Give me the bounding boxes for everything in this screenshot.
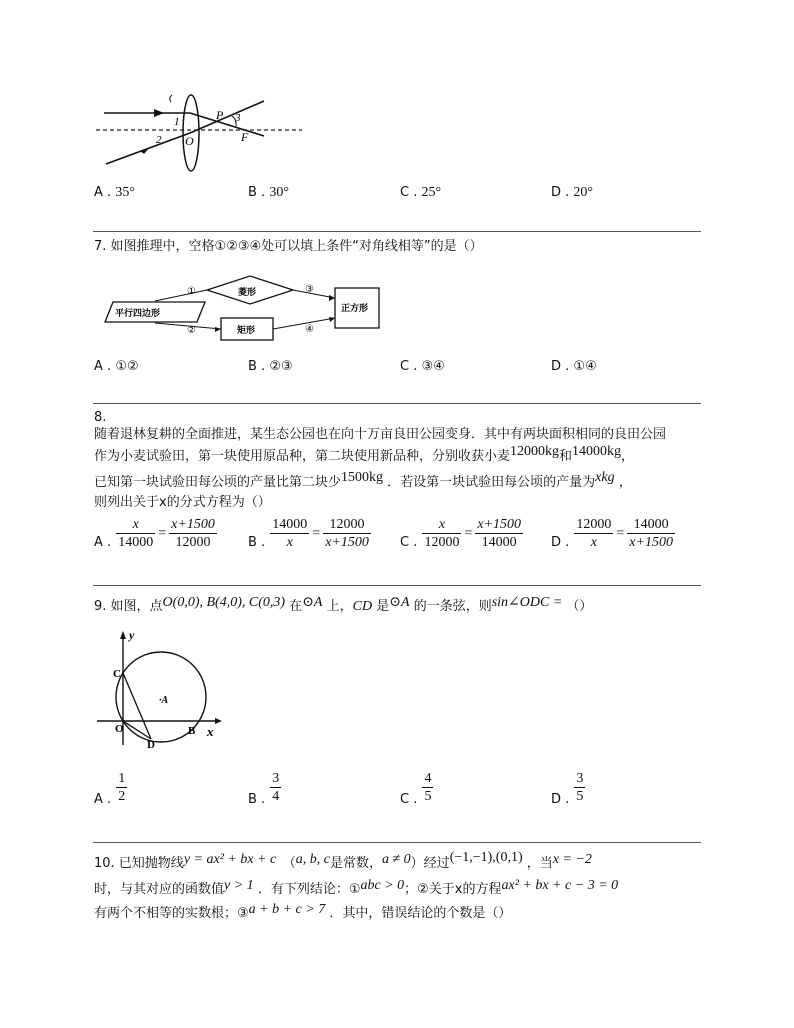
circle-4: ④ [305,324,314,335]
q8-option-c[interactable]: $_{C .}$ $\frac{x}{12000}$ = $\frac{x+1500}{14000}$ [400,517,522,550]
q7-option-d[interactable]: D . ①④ [551,359,597,374]
option-letter: D [551,185,562,200]
q6-option-d[interactable]: D . 20° [551,185,594,200]
text: ）经过 [410,856,450,871]
option-letter: C [400,534,410,550]
divider [93,842,701,843]
reasoning-diagram [95,270,395,350]
q8-line-3 [94,470,632,492]
numerator: 12000 [576,517,612,532]
fraction [422,770,433,805]
label-2: 2 [156,134,162,146]
circle-2: ② [187,325,196,336]
option-letter: B [248,185,257,200]
label-3: 3 [235,112,241,124]
text: 是常数， [329,856,382,871]
denominator: 5 [424,789,432,804]
denominator: x [286,535,293,550]
math: xkg [595,470,615,485]
text: （ [289,856,296,871]
fraction [270,770,281,805]
option-letter: C [400,185,410,200]
fraction [116,770,127,805]
option-letter: C [400,359,410,374]
fraction [475,516,523,551]
denominator: 12000 [169,533,217,551]
text: 10. 已知抛物线 [94,856,184,871]
denominator: 12000 [424,535,460,550]
q10-line-1 [94,850,592,873]
fraction [270,516,309,551]
label-p: P [216,108,224,122]
point-d-label: D [147,739,155,750]
numerator: 3 [272,771,280,786]
q9-option-c[interactable]: $_{C .}$ $\frac{4}{5}$ [400,771,432,807]
math: x = −2 [552,852,592,867]
math: a, b, c [295,852,330,867]
denominator: 5 [576,789,584,804]
fraction [116,516,155,551]
parallelogram-label: 平行四边形 [115,309,161,319]
text: 时，与其对应的函数值 [94,882,225,897]
denominator: 14000 [118,535,154,550]
lens-diagram [92,88,312,178]
option-letter: A [94,791,103,807]
circle-1: ① [187,286,196,297]
circle-3: ③ [305,284,314,295]
option-letter: B [248,534,257,550]
numerator: 12000 [329,517,365,532]
math: CD [352,599,373,614]
option-value: 30° [269,185,289,200]
math: a ≠ 0 [381,852,411,867]
text: 上， [326,599,353,614]
circle-diagram [95,625,230,750]
q7-option-b[interactable]: B . ②③ [248,359,293,374]
q8-option-b[interactable]: $_{B .}$ $\frac{14000}{x}$ = $\frac{12000}{x+1500}$ [248,517,369,550]
point-b-label: B [188,725,196,737]
fraction [169,516,217,551]
label-o: O [185,134,194,148]
text: （） [566,599,593,614]
math: 12000kg [510,444,560,459]
q10-line-3 [94,902,512,923]
q9-option-b[interactable]: $_{B .}$ $\frac{3}{4}$ [248,771,280,807]
option-value: 20° [573,185,594,200]
denominator: 4 [272,789,280,804]
option-value: ①② [115,359,139,374]
math: sin∠ODC = [491,595,563,610]
text: 和 [559,449,573,464]
numerator: x+1500 [477,517,522,532]
numerator: 4 [424,771,432,786]
math: abc > 0 [360,878,405,893]
math: ax² + bx + c − 3 = 0 [501,878,619,893]
divider [93,231,701,232]
denominator: x+1500 [629,535,673,550]
math: ⊙A [302,595,323,610]
point-c-label: C [113,668,121,680]
option-letter: B [248,791,257,807]
math: O(0,0), B(4,0), C(0,3) [162,595,286,610]
math: 1500kg [341,470,384,485]
option-letter: D [551,359,562,374]
fraction [323,516,371,551]
numerator: 14000 [272,517,308,532]
q8-option-a[interactable]: $_{A .}$ $\frac{x}{14000}$ = $\frac{x+1500}{12000}$ [94,517,215,550]
axis-y-label: y [129,628,135,642]
q8-option-d[interactable]: $_{D .}$ $\frac{12000}{x}$ = $\frac{14000}{x+1500}$ [551,517,673,550]
denominator: 14000 [475,533,523,551]
text: ．若设第一块试验田每公顷的产量为 [387,475,596,490]
text: ，当 [526,856,553,871]
fraction [574,516,613,551]
q6-option-c[interactable]: C . 25° [400,185,442,200]
q9-stem [94,595,593,616]
text: 已知第一块试验田每公顷的产量比第二块少 [94,475,342,490]
axis-x-label: x [207,724,214,739]
numerator: 1 [118,771,126,786]
option-value: 25° [421,185,442,200]
numerator: x [438,517,446,532]
math: y = ax² + bx + c [183,852,277,867]
denominator: x+1500 [325,535,369,550]
text: ， [618,475,632,490]
point-o-label: O [115,723,124,735]
text: ， [621,449,635,464]
text: 在 [289,599,303,614]
divider [93,403,701,404]
text: 作为小麦试验田，第一块使用原品种，第二块使用新品种，分别收获小麦 [94,449,511,464]
label-1: 1 [174,116,180,128]
q7-stem: 7. 如图推理中，空格①②③④处可以填上条件“对角线相等”的是（） [94,239,483,254]
option-letter: A [94,534,103,550]
option-letter: A [94,185,103,200]
math: y > 1 [224,878,254,893]
math: ⊙A [389,595,410,610]
q8-number: 8. [94,410,107,425]
q10-line-2 [94,878,619,899]
q6-option-b[interactable]: B . 30° [248,185,289,200]
option-letter: B [248,359,257,374]
denominator: 2 [118,789,126,804]
numerator: x+1500 [171,517,215,532]
option-value: ①④ [573,359,597,374]
q6-option-a[interactable]: A . 35° [94,185,135,200]
text: 是 [376,599,390,614]
fraction [574,770,585,805]
fraction [422,516,461,551]
text: 9. 如图，点 [94,599,163,614]
denominator: x [590,535,597,550]
numerator: 3 [576,771,584,786]
square-label: 正方形 [341,304,369,314]
q7-option-a[interactable]: A . ①② [94,359,139,374]
q8-line-2 [94,444,635,466]
math: (−1,−1),(0,1) [449,850,523,865]
option-letter: C [400,791,410,807]
point-a-label: ·A [159,695,169,706]
text: ．有下列结论：① [257,882,361,897]
rectangle-label: 矩形 [237,326,256,336]
option-value: ③④ [421,359,445,374]
option-letter: A [94,359,103,374]
q8-line-4: 则列出关于x的分式方程为（） [94,495,271,510]
text: ．其中，错误结论的个数是（） [329,906,512,921]
q9-option-d[interactable]: $_{D .}$ $\frac{3}{5}$ [551,771,584,807]
fraction [627,516,675,551]
text: ；②关于x的方程 [404,882,502,897]
q7-option-c[interactable]: C . ③④ [400,359,445,374]
text: 的一条弦，则 [413,599,492,614]
divider [93,585,701,586]
option-value: 35° [115,185,135,200]
text: 有两个不相等的实数根；③ [94,906,249,921]
math: 14000kg [572,444,622,459]
q9-option-a[interactable]: $_{A .}$ $\frac{1}{2}$ [94,771,126,807]
math: a + b + c > 7 [248,902,326,917]
label-f: F [241,130,249,144]
option-value: ②③ [269,359,293,374]
numerator: x [132,517,139,532]
rhombus-label: 菱形 [238,288,257,298]
numerator: 14000 [633,517,669,532]
q8-line-1: 随着退林复耕的全面推进，某生态公园也在向十万亩良田公园变身．其中有两块面积相同的良田公园 [94,427,667,442]
option-letter: D [551,534,562,550]
option-letter: D [551,791,562,807]
